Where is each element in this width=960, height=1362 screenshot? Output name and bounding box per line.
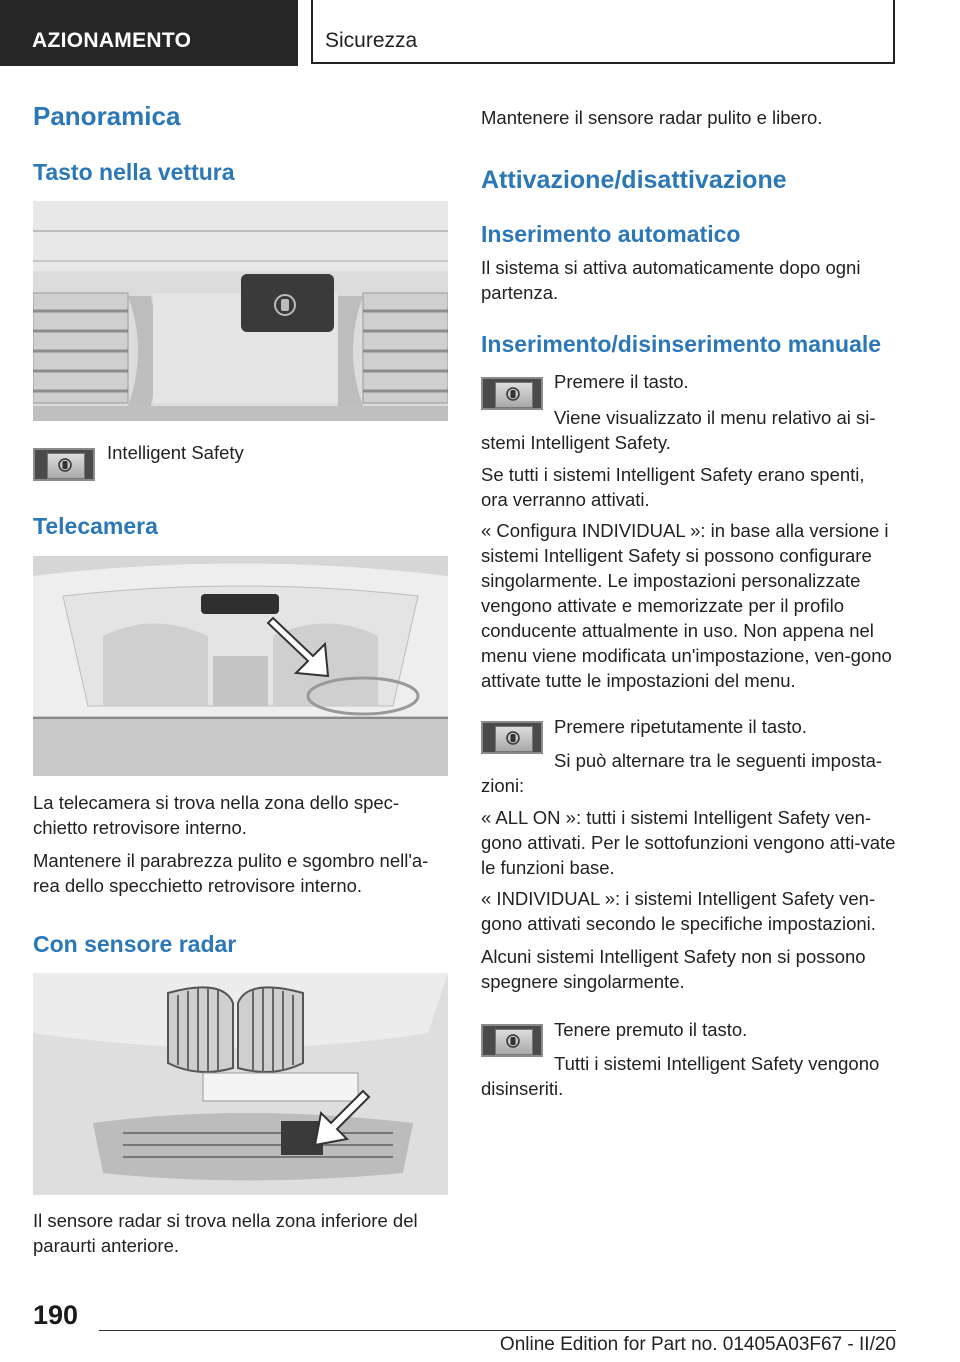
step1-activation: Se tutti i sistemi Intelligent Safety erano spenti, ora verranno attivati. — [481, 464, 865, 510]
page-header — [0, 0, 960, 66]
step2-note: Alcuni sistemi Intelligent Safety non si possono spegnere singolarmente. — [481, 946, 866, 992]
step3-off: Tutti i sistemi Intelligent Safety vengono disinseriti. — [481, 1053, 880, 1099]
subtitle-automatico: Inserimento automatico — [481, 221, 741, 247]
radar-sensor-illustration — [33, 973, 448, 1195]
camera-clean-text: Mantenere il parabrezza pulito e sgombro nell'a-rea dello specchietto retrovisore interno. — [33, 850, 429, 896]
edition-text: Online Edition for Part no. 01405A03F67 - II/20 — [499, 1334, 896, 1355]
subtitle-telecamera: Telecamera — [33, 513, 158, 539]
step3-hold: Tenere premuto il tasto. — [554, 1019, 748, 1040]
chapter-label: AZIONAMENTO — [0, 0, 298, 66]
radar-clean-text: Mantenere il sensore radar pulito e libero. — [481, 107, 823, 128]
step2-toggle: Si può alternare tra le seguenti imposta-zioni: — [481, 750, 883, 796]
intelligent-safety-button-icon — [33, 448, 95, 481]
step1-individual: « Configura INDIVIDUAL »: in base alla versione i sistemi Intelligent Safety si possono configurare singolarmente. Le impostazioni personalizzate vengono attivate e memorizzate per il profilo conducente attualmente in uso. Non appena nel menu viene modificata un'impostazione, ven-gono attivate tutte le impostazioni del menu. — [481, 520, 892, 691]
step2-all-on: « ALL ON »: tutti i sistemi Intelligent Safety ven-gono attivati. Per le sottofunzioni vengono atti-vate le funzioni base. — [481, 807, 896, 878]
auto-text: Il sistema si attiva automaticamente dopo ogni partenza. — [481, 257, 861, 303]
subtitle-manuale: Inserimento/disinserimento manuale — [481, 331, 882, 357]
radar-location-text: Il sensore radar si trova nella zona inferiore del paraurti anteriore. — [33, 1210, 418, 1256]
subtitle-radar: Con sensore radar — [33, 931, 237, 957]
title-panoramica: Panoramica — [33, 101, 181, 131]
page-number: 190 — [33, 1300, 79, 1330]
camera-illustration — [33, 556, 448, 776]
step2-individual: « INDIVIDUAL »: i sistemi Intelligent Safety ven-gono attivati secondo le specifiche impostazioni. — [481, 888, 876, 934]
footer-divider — [99, 1330, 896, 1331]
step2-press: Premere ripetutamente il tasto. — [554, 716, 807, 737]
step1-press: Premere il tasto. — [554, 371, 689, 392]
camera-location-text: La telecamera si trova nella zona dello spec-chietto retrovisore interno. — [33, 792, 400, 838]
subtitle-tasto: Tasto nella vettura — [33, 159, 235, 185]
title-attivazione: Attivazione/disattivazione — [481, 166, 787, 194]
dashboard-button-illustration — [33, 201, 448, 421]
section-label: Sicurezza — [311, 0, 895, 64]
button-label: Intelligent Safety — [107, 442, 244, 463]
step1-menu: Viene visualizzato il menu relativo ai si-stemi Intelligent Safety. — [481, 407, 876, 453]
